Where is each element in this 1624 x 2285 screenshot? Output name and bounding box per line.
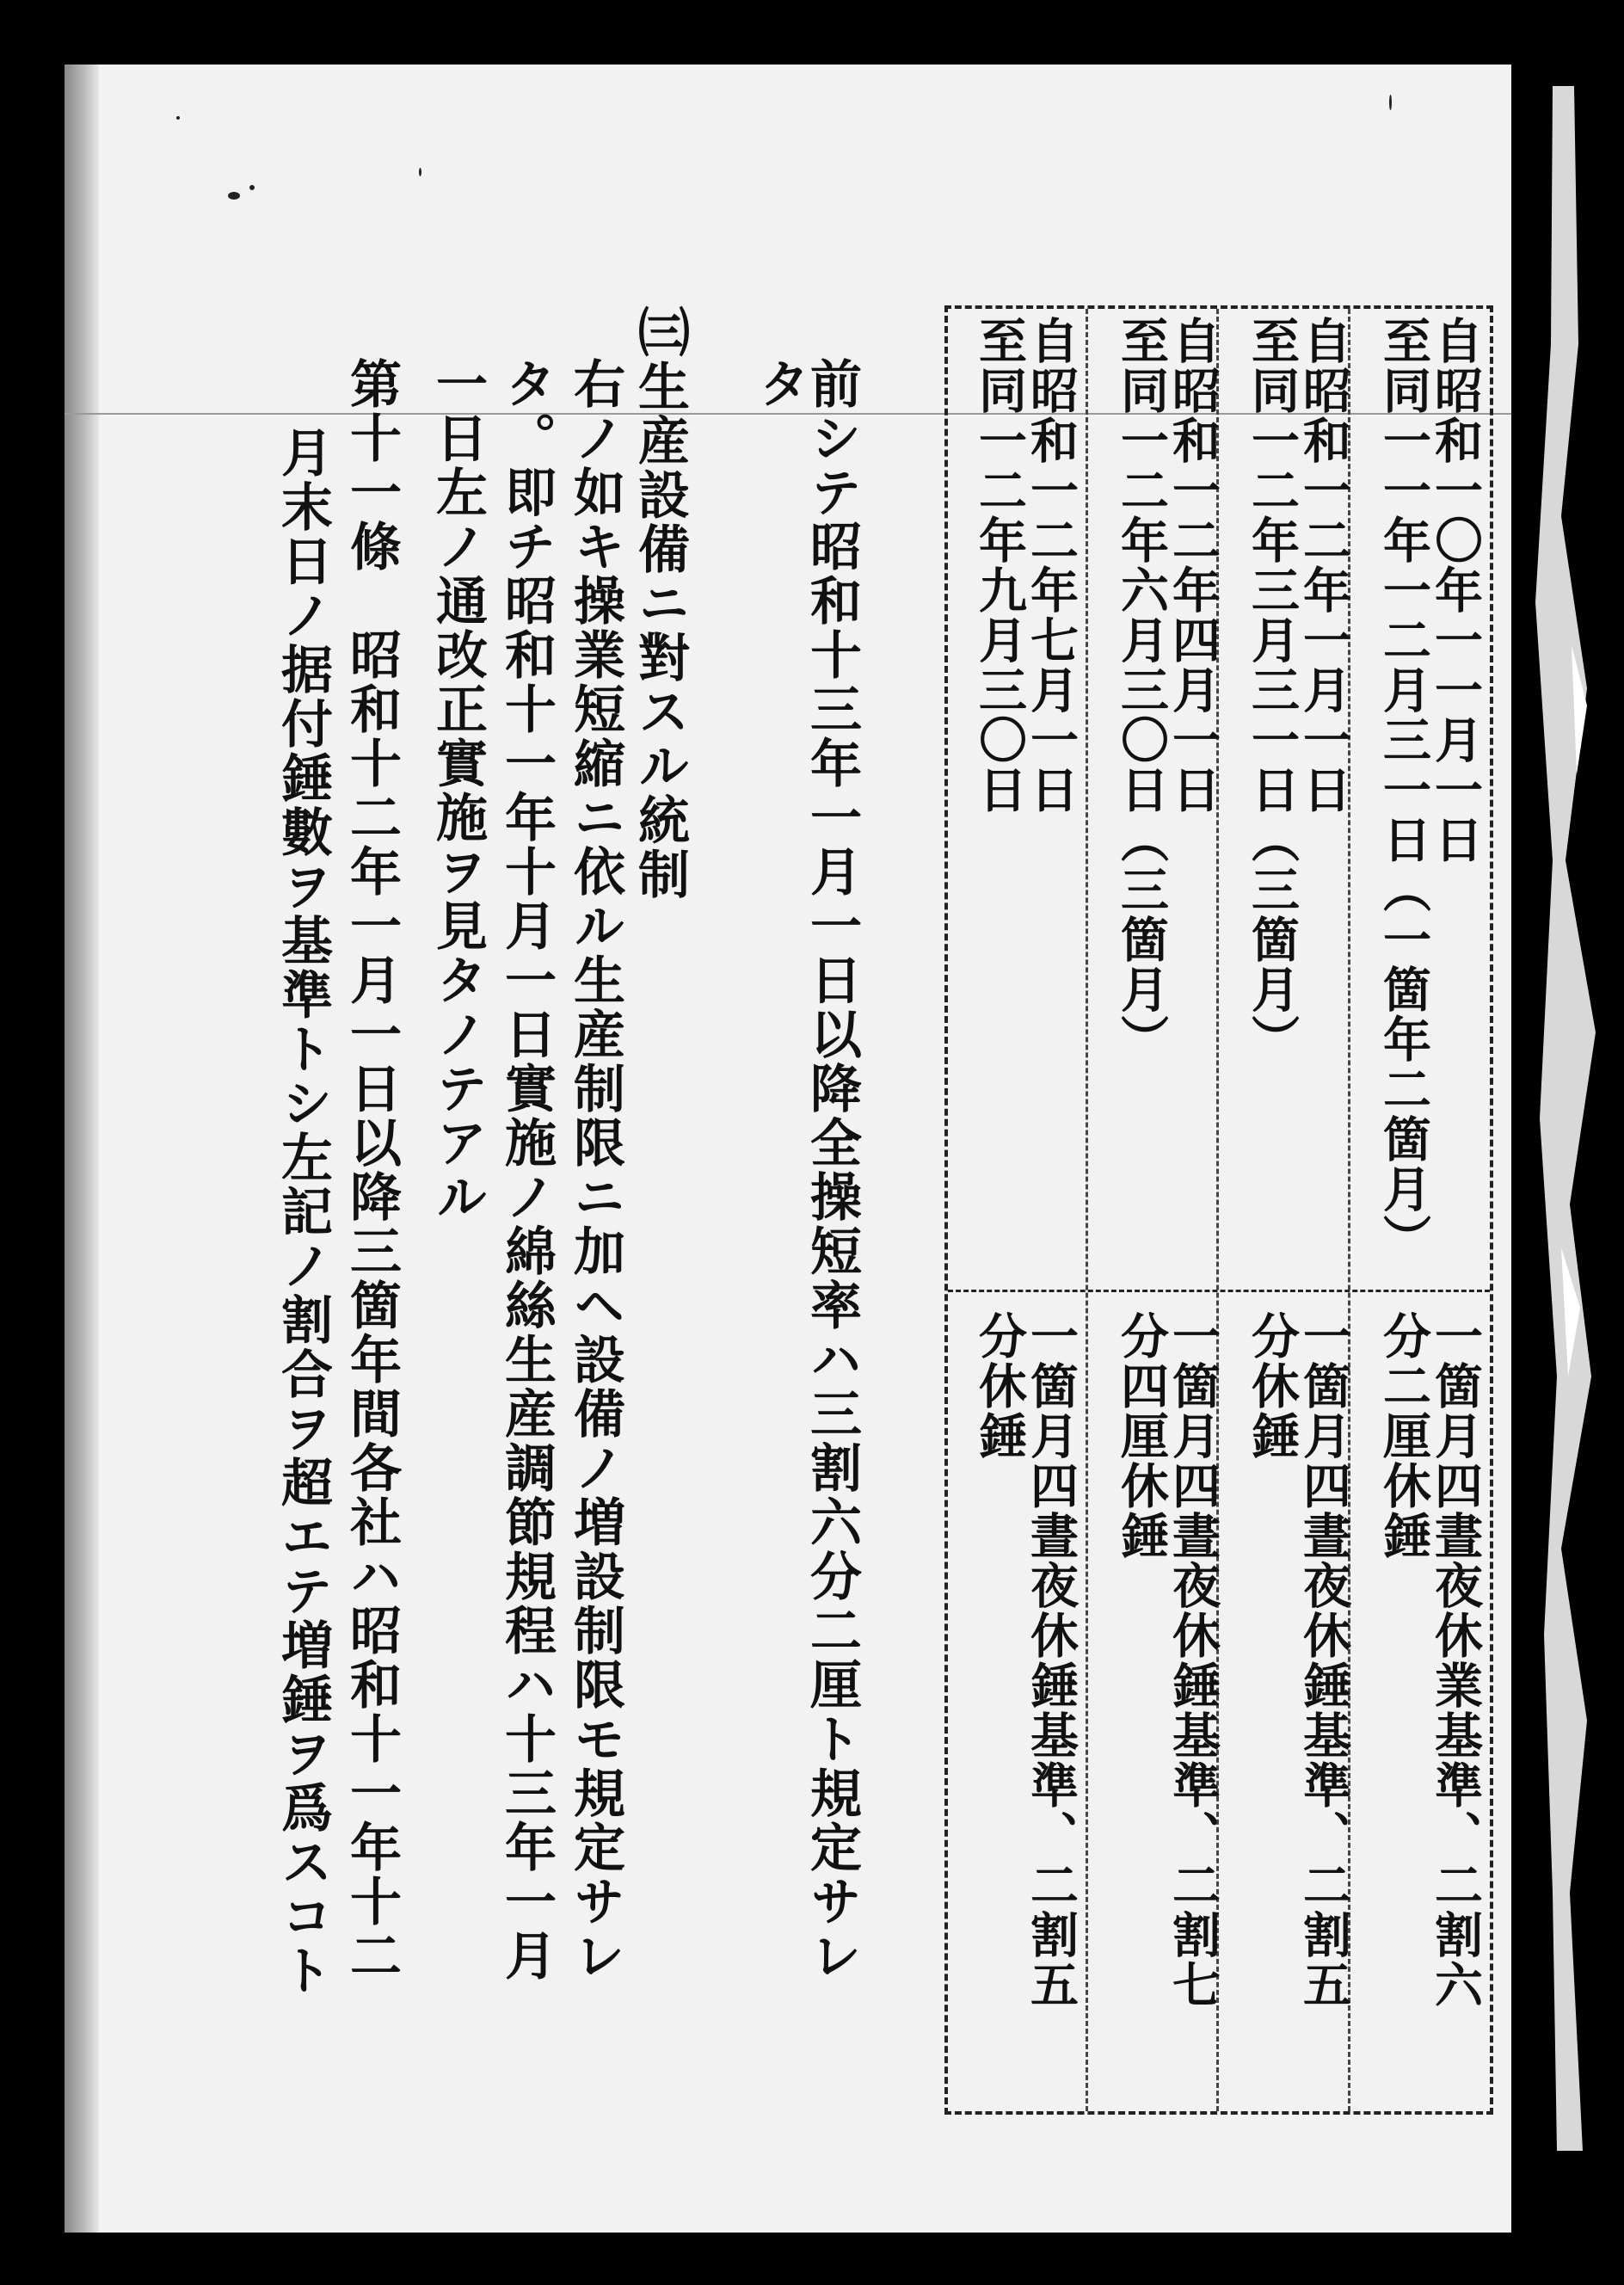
period-row-4: 自昭和一二年七月一日 至同一二年九月三〇日 — [971, 316, 1080, 815]
ink-speck — [1389, 95, 1392, 110]
body-column-4: 右ノ如キ操業短縮ニ依ル生産制限ニ加ヘ設備ノ増設制限モ規定サレ — [565, 357, 625, 1983]
ink-speck — [419, 168, 421, 176]
rule-row-1: 一箇月四晝夜休業基準、二割六 分二厘休錘 — [1375, 1311, 1484, 2010]
adjacent-page-edge — [1527, 86, 1604, 2151]
body-column-1: 前シテ昭和十三年一月一日以降全操短率ハ三割六分二厘ト規定サレ — [802, 357, 862, 1983]
period-row-2: 自昭和一二年一月一日 至同一二年三月三一日（三箇月） — [1244, 316, 1352, 1064]
body-column-2: タ — [750, 357, 810, 411]
article-eleven-line-2: 月末日ノ据付錘數ヲ基準トシ左記ノ割合ヲ超エテ増錘ヲ爲スコト — [273, 426, 333, 1998]
document-page — [65, 65, 1511, 2233]
table-column-divider — [1086, 309, 1088, 2111]
ink-speck — [249, 185, 255, 190]
period-row-1: 自昭和一〇年一一月一日 至同一一年一二月三一日（一箇年二箇月） — [1375, 316, 1484, 1264]
table-horizontal-divider — [948, 1290, 1490, 1292]
ink-speck — [176, 116, 180, 120]
period-row-3: 自昭和一二年四月一日 至同一二年六月三〇日（三箇月） — [1113, 316, 1221, 1064]
rule-row-2: 一箇月四晝夜休錘基準、二割五 分休錘 — [1244, 1311, 1352, 2010]
period-rule-table — [944, 305, 1493, 2115]
body-column-6: 一日左ノ通改正實施ヲ見タノテアル — [428, 357, 488, 1224]
ink-speck — [228, 192, 240, 200]
article-eleven-line-1: 第十一條 昭和十二年一月一日以降三箇年間各社ハ昭和十一年十二 — [341, 357, 402, 1983]
rule-row-4: 一箇月四晝夜休錘基準、二割五 分休錘 — [971, 1311, 1080, 2010]
section-heading: ㈢生産設備ニ對スル統制 — [630, 305, 690, 902]
rule-row-3: 一箇月四晝夜休錘基準、二割七 分四厘休錘 — [1113, 1311, 1221, 2010]
body-column-5: タ。即チ昭和十一年十月一日實施ノ綿絲生産調節規程ハ十三年一月 — [496, 357, 557, 1983]
page-left-edge — [65, 65, 99, 2233]
